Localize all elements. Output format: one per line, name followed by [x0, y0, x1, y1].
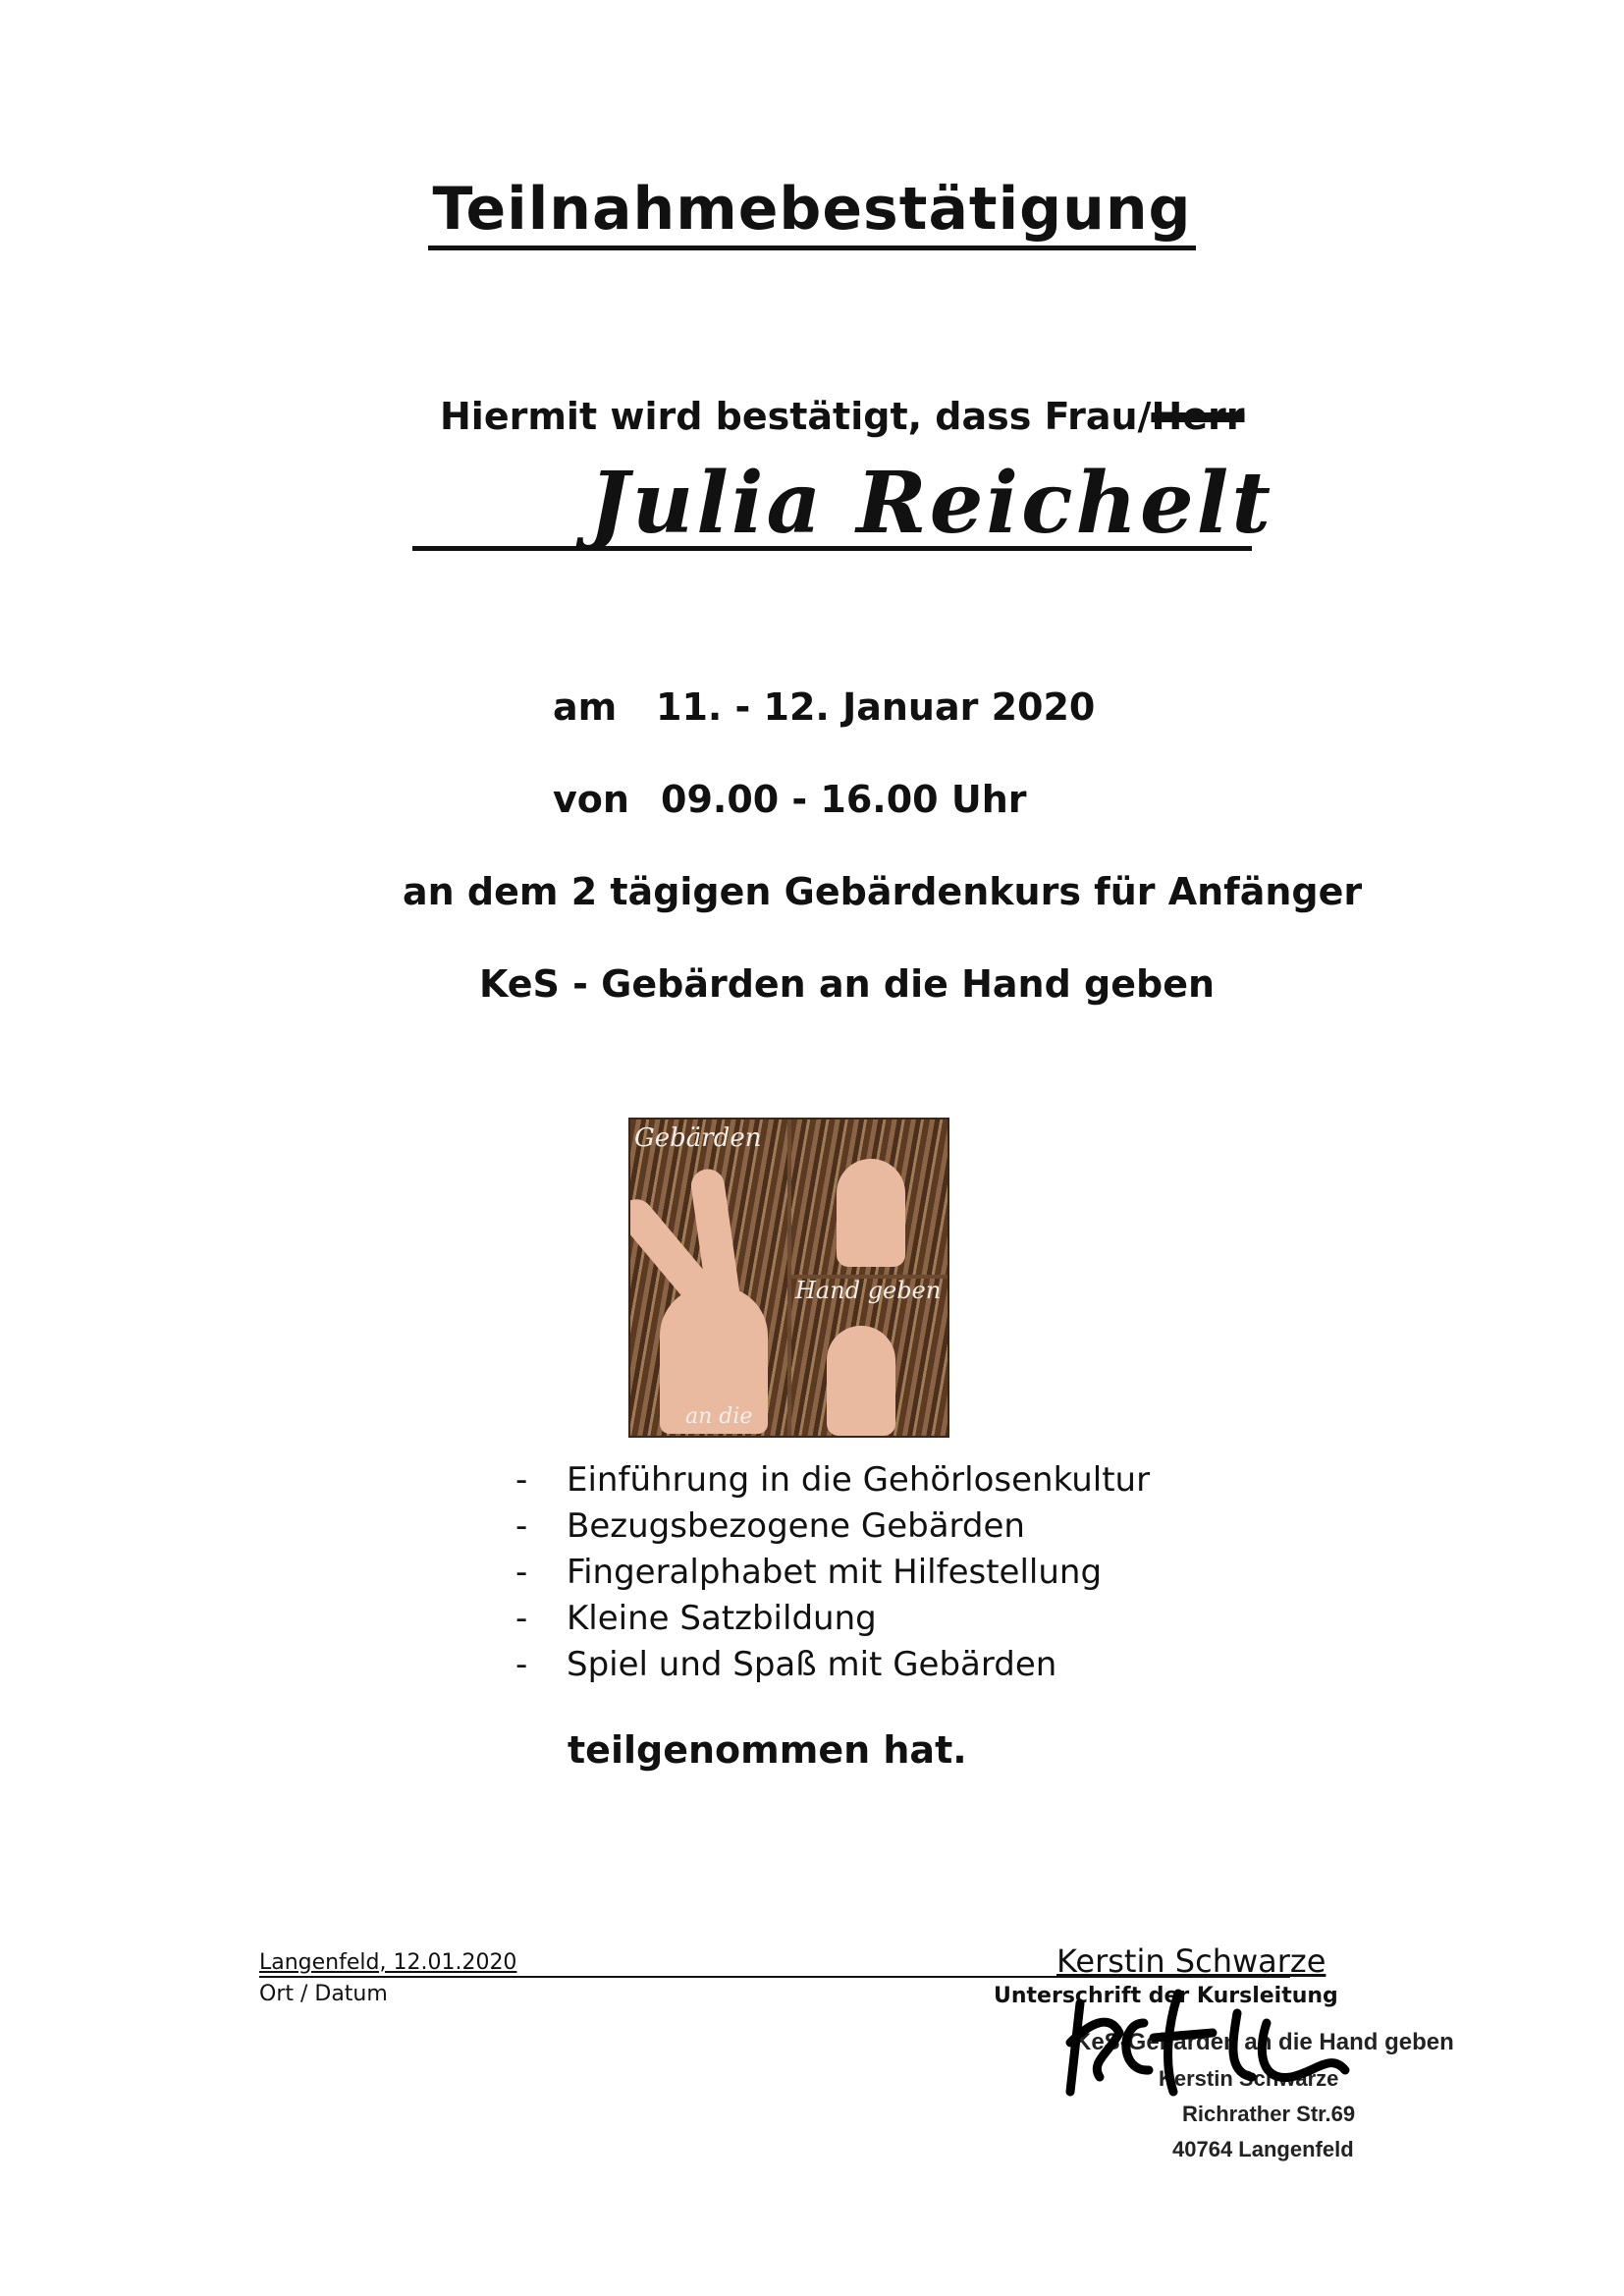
hand-fist-icon: [827, 1326, 895, 1436]
place-date: Langenfeld, 12.01.2020: [259, 1950, 517, 1975]
logo-text-right: Hand geben: [795, 1277, 942, 1304]
list-item: - Spiel und Spaß mit Gebärden: [515, 1645, 1057, 1684]
participant-name: Julia Reichelt: [589, 454, 1274, 553]
document-title: Teilnahmebestätigung: [0, 175, 1624, 244]
place-date-label: Ort / Datum: [259, 1982, 388, 2006]
list-item: - Einführung in die Gehörlosenkultur: [515, 1460, 1151, 1500]
date-label: am: [553, 685, 618, 729]
list-item: - Bezugsbezogene Gebärden: [515, 1506, 1025, 1546]
course-line: an dem 2 tägigen Gebärdenkurs für Anfänger: [403, 870, 1363, 913]
list-item: - Kleine Satzbildung: [515, 1599, 877, 1638]
logo-text-top: Gebärden: [634, 1123, 762, 1153]
stamp-line-1: KeS-Gebärden an die Hand geben: [1074, 2029, 1454, 2055]
closing-text: teilgenommen hat.: [568, 1728, 967, 1772]
signature-label: Unterschrift der Kursleitung: [994, 1984, 1338, 2008]
stamp-line-2: Kerstin Schwarze: [1159, 2066, 1339, 2091]
logo-text-bottom: an die: [685, 1404, 753, 1429]
intro-sentence: Hiermit wird bestätigt, dass Frau/: [440, 395, 1152, 438]
topic-list: [515, 1457, 1150, 1688]
stamp-line-4: 40764 Langenfeld: [1172, 2137, 1354, 2161]
date-value: 11. - 12. Januar 2020: [656, 685, 1096, 729]
stamp-line-3: Richrather Str.69: [1182, 2102, 1356, 2126]
time-label: von: [553, 778, 629, 821]
course-name: KeS - Gebärden an die Hand geben: [479, 962, 1216, 1006]
course-logo-image: [628, 1118, 949, 1438]
struck-salutation: Herr: [1151, 395, 1245, 438]
hand-fist-icon: [837, 1159, 905, 1267]
list-item: - Fingeralphabet mit Hilfestellung: [515, 1553, 1103, 1592]
signer-name: Kerstin Schwarze: [1056, 1942, 1326, 1980]
time-value: 09.00 - 16.00 Uhr: [661, 778, 1027, 821]
name-underline: [412, 546, 1252, 551]
handwritten-signature: [1051, 1984, 1365, 2102]
intro-text: [440, 395, 1245, 438]
